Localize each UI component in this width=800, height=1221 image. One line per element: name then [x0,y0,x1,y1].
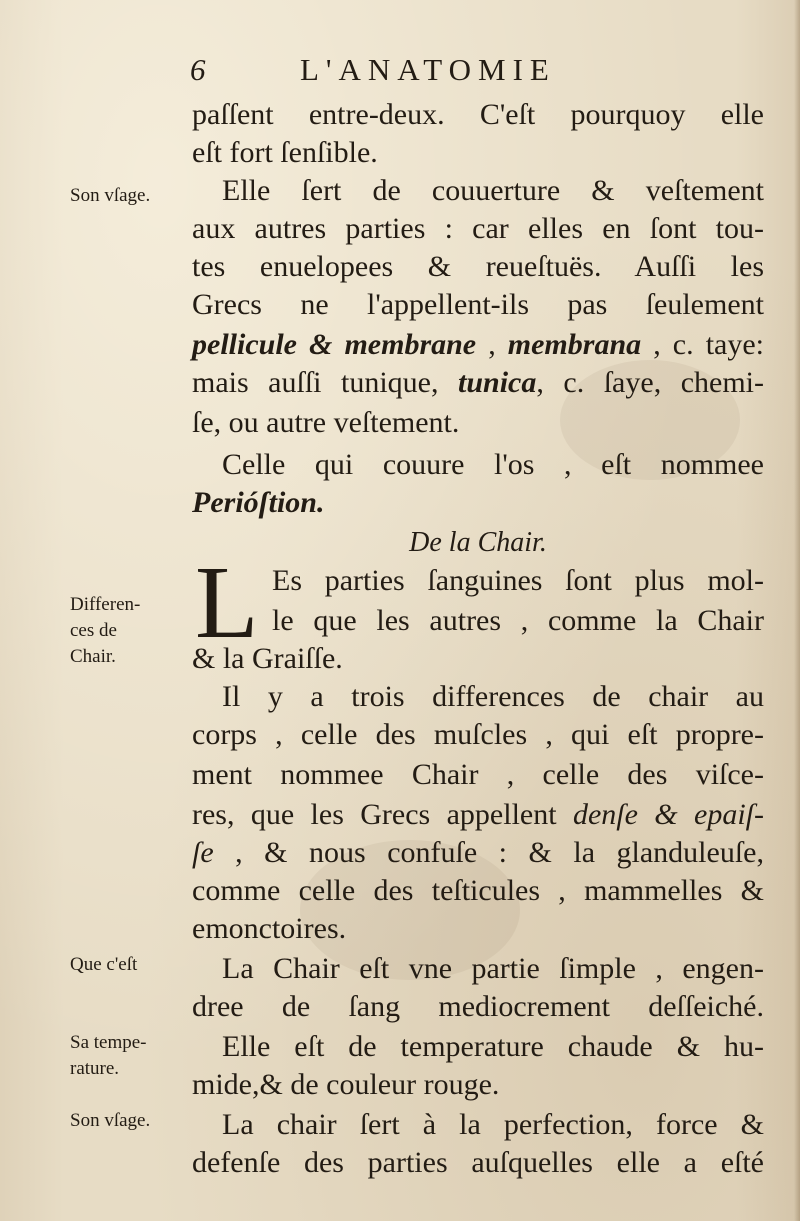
text-line: Perióſtion. [192,486,325,519]
margin-note: rature. [70,1058,120,1079]
page-edge [794,0,800,1221]
text-fragment: res, que les Grecs appellent [192,798,573,831]
text-line: le que les autres , comme la Chair [272,604,764,637]
text-line: corps , celle des muſcles , qui eſt propre- [192,718,764,751]
text-line: Elle ſert de couuerture & veſtement [222,174,764,207]
text-line: defenſe des parties auſquelles elle a eſté [192,1146,764,1179]
text-line [192,796,764,834]
text-line: La Chair eſt vne partie ſimple , engen- [222,952,764,985]
margin-note: Sa tempe- [70,1032,147,1053]
margin-note: Son vſage. [70,1110,151,1131]
text-line: Il y a trois differences de chair au [222,680,764,713]
text-line [192,326,764,364]
text-line: aux autres parties : car elles en ſont tou- [192,212,764,245]
text-fragment: , & nous confuſe : & la glanduleuſe, [213,836,764,869]
text-line: ment nommee Chair , celle des viſce- [192,758,764,791]
italic-term: ſe [192,836,214,869]
text-line: emonctoires. [192,912,347,945]
page-header [190,52,760,92]
margin-note: Differen- [70,594,141,615]
text-fragment: , c. taye: [641,328,764,361]
text-line: Grecs ne l'appellent-ils pas ſeulement [192,288,764,321]
running-title: L'ANATOMIE [300,52,556,87]
italic-term: tunica [458,366,537,399]
text-line [192,834,764,872]
italic-term: membrana [507,328,642,361]
italic-term: denſe & epaiſ- [572,798,764,831]
margin-note: Chair. [70,646,116,667]
text-line: comme celle des teſticules , mammelles & [192,874,764,907]
page-number: 6 [190,52,206,87]
text-fragment: , c. ſaye, chemi- [536,366,764,399]
text-line: dree de ſang mediocrement deſſeiché. [192,990,764,1023]
margin-note: Son vſage. [70,185,151,206]
text-line [192,364,764,402]
italic-term: pellicule & membrane [192,328,477,361]
text-fragment: , [476,328,508,361]
margin-note: Que c'eſt [70,954,138,975]
text-line: eſt fort ſenſible. [192,136,378,169]
text-line: mide,& de couleur rouge. [192,1068,500,1101]
text-line: Elle eſt de temperature chaude & hu- [222,1030,764,1063]
text-line: tes enuelopees & reueſtuës. Auſſi les [192,250,764,283]
text-line: La chair ſert à la perfection, force & [222,1108,764,1141]
section-heading: De la Chair. [409,527,547,558]
drop-cap: L [195,545,259,660]
text-line: paſſent entre-deux. C'eſt pourquoy elle [192,98,764,131]
text-line: ſe, ou autre veſtement. [192,406,460,439]
text-line: Es parties ſanguines ſont plus mol- [272,564,764,597]
text-fragment: mais auſſi tunique, [192,366,459,399]
text-line: & la Graiſſe. [192,642,343,675]
margin-note: ces de [70,620,117,641]
text-line: Celle qui couure l'os , eſt nommee [222,448,764,481]
